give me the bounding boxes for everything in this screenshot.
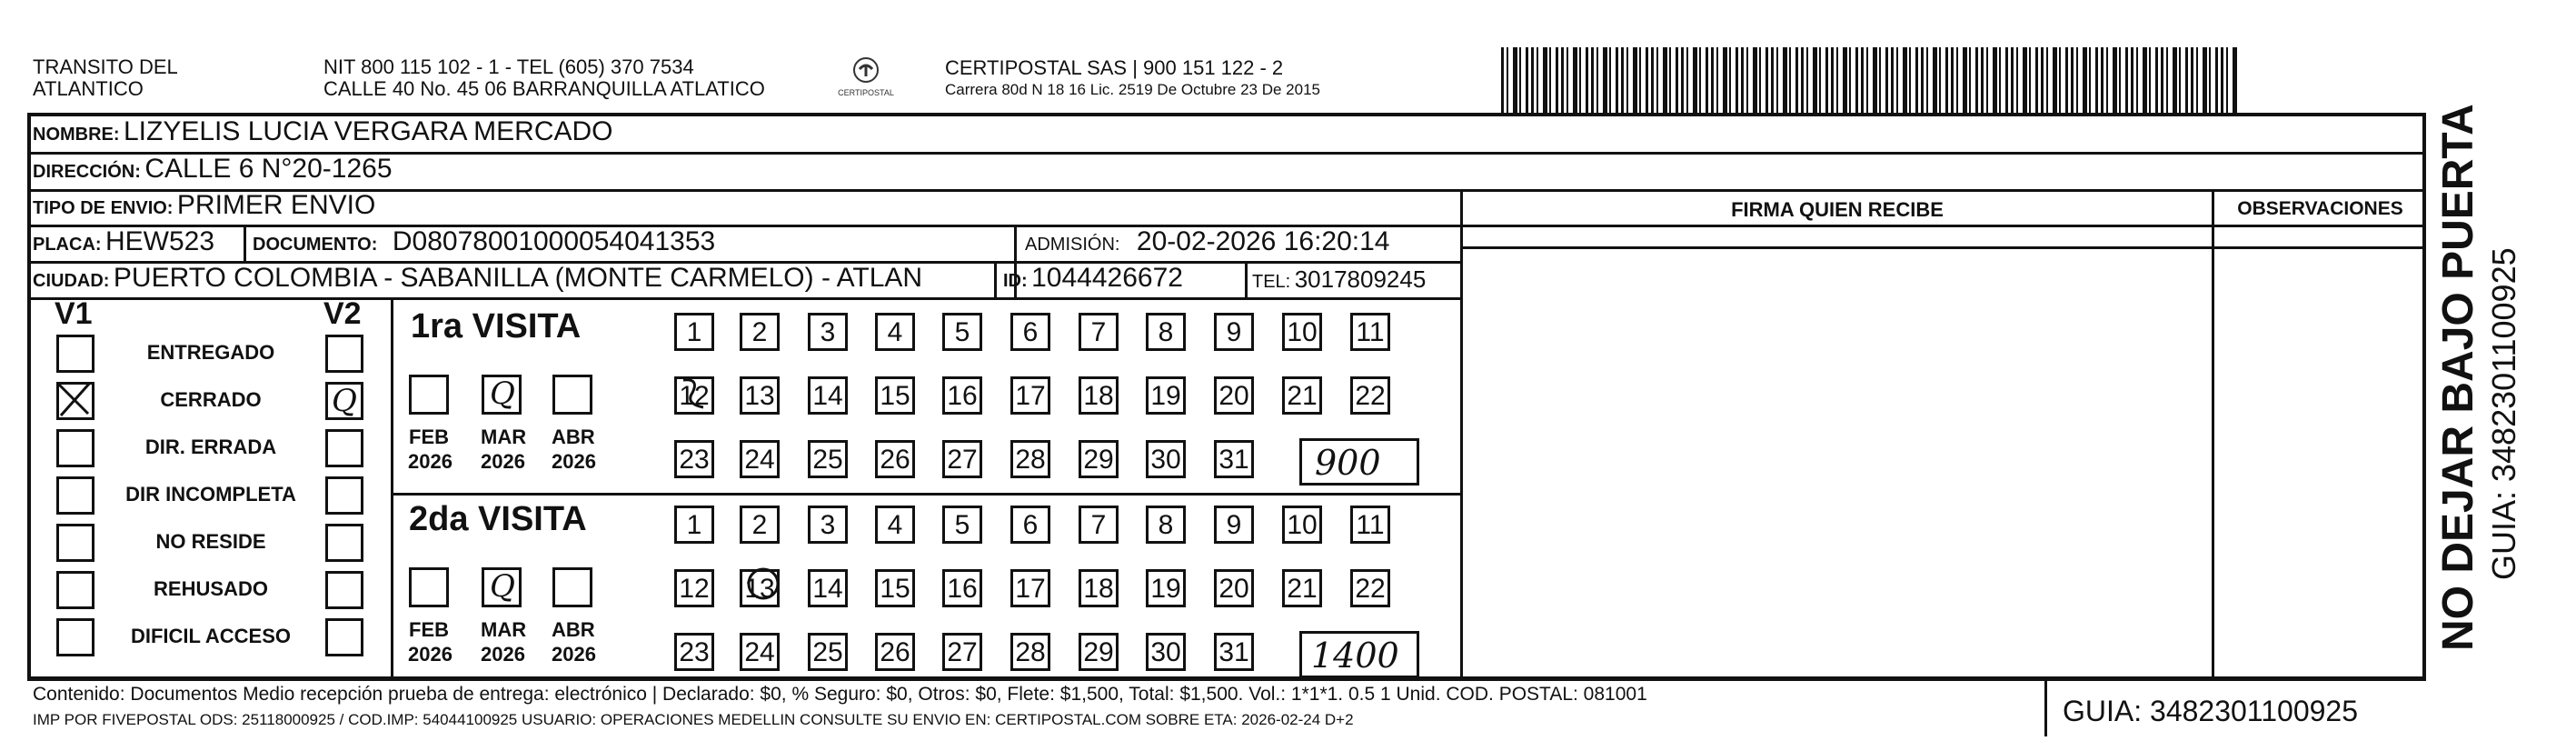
- issuer-nit: NIT 800 115 102 - 1 - TEL (605) 370 7534: [323, 55, 694, 78]
- second-visit-day-11[interactable]: 11: [1350, 506, 1390, 544]
- footer-contenido: Contenido: Documentos Medio recepción prueba de entrega: electrónico | Declarado: $0, % Seguro: $0, Otros: $0, Flete: $1,500, Total: $1,500. Vol.: 1*1*1. 0.5 1 Unid. COD. POSTAL: 081001: [33, 684, 1647, 705]
- first-visit-day-26[interactable]: 26: [875, 440, 915, 478]
- company-address: Carrera 80d N 18 16 Lic. 2519 De Octubre 23 De 2015: [945, 81, 1320, 98]
- row-direccion: [33, 154, 393, 185]
- row-documento: [253, 226, 715, 257]
- first-visit-day-6[interactable]: 6: [1010, 313, 1050, 351]
- observaciones-header: OBSERVACIONES: [2237, 198, 2403, 219]
- second-visit-day-8[interactable]: 8: [1146, 506, 1186, 544]
- first-month-mar: [481, 425, 527, 474]
- first-visit-day-1[interactable]: 1: [674, 313, 714, 351]
- first-visit-day-8[interactable]: 8: [1146, 313, 1186, 351]
- first-visit-title: 1ra VISITA: [411, 307, 582, 345]
- status-dir-incompleta: DIR INCOMPLETA: [125, 483, 296, 506]
- first-visit-day-13[interactable]: 13: [740, 376, 780, 415]
- second-month-feb-label: FEB: [409, 618, 449, 641]
- placa-label: PLACA:: [33, 235, 102, 255]
- first-visit-day-4[interactable]: 4: [875, 313, 915, 351]
- v1-dir-incompleta-checkbox[interactable]: [56, 476, 94, 515]
- second-month-abr-label: ABR: [552, 618, 595, 641]
- nombre-label: NOMBRE:: [33, 125, 120, 145]
- status-dificil-acceso: DIFICIL ACCESO: [130, 625, 291, 647]
- row-admision: [1025, 226, 1389, 257]
- ciudad-value: PUERTO COLOMBIA - SABANILLA (MONTE CARMELO) - ATLAN: [113, 263, 923, 293]
- second-month-mark: Q: [490, 568, 515, 605]
- second-month-feb-year: 2026: [408, 643, 453, 666]
- check-x-icon: [54, 377, 99, 423]
- second-visit-day-12[interactable]: 12: [674, 569, 714, 607]
- second-visit-day-7[interactable]: 7: [1079, 506, 1119, 544]
- first-month-mar-box[interactable]: [482, 375, 522, 415]
- id-label: ID:: [1003, 271, 1028, 291]
- first-visit-day-10[interactable]: 10: [1282, 313, 1322, 351]
- second-visit-day-21[interactable]: 21: [1282, 569, 1322, 607]
- second-visit-day-19[interactable]: 19: [1146, 569, 1186, 607]
- second-month-mar-box[interactable]: [482, 567, 522, 607]
- second-visit-time: 1400: [1311, 636, 1399, 676]
- admision-value: 20-02-2026 16:20:14: [1136, 226, 1390, 256]
- second-visit-day-16[interactable]: 16: [942, 569, 982, 607]
- first-visit-day-23[interactable]: 23: [674, 440, 714, 478]
- second-visit-day-6[interactable]: 6: [1010, 506, 1050, 544]
- second-visit-day-13[interactable]: 13: [740, 569, 780, 607]
- second-visit-title: 2da VISITA: [409, 500, 587, 538]
- company-name: CERTIPOSTAL SAS | 900 151 122 - 2: [945, 56, 1284, 79]
- row-tipo: [33, 190, 375, 221]
- v2-dir-incompleta-checkbox[interactable]: [325, 476, 363, 515]
- second-visit-day-28[interactable]: 28: [1010, 633, 1050, 671]
- row-tel: [1252, 265, 1426, 294]
- second-visit-day-9[interactable]: 9: [1214, 506, 1254, 544]
- v1-no-reside-checkbox[interactable]: [56, 524, 94, 562]
- first-visit-day-27[interactable]: 27: [942, 440, 982, 478]
- second-month-feb: [408, 617, 453, 666]
- first-visit-day-9[interactable]: 9: [1214, 313, 1254, 351]
- status-entregado: ENTREGADO: [146, 341, 275, 364]
- certipostal-logo: [832, 56, 900, 97]
- first-visit-day-17[interactable]: 17: [1010, 376, 1050, 415]
- id-value: 1044426672: [1031, 263, 1183, 293]
- first-month-mark: Q: [490, 376, 515, 412]
- v1-rehusado-checkbox[interactable]: [56, 571, 94, 609]
- first-visit-day-20[interactable]: 20: [1214, 376, 1254, 415]
- first-visit-day-25[interactable]: 25: [808, 440, 848, 478]
- v1-entregado-checkbox[interactable]: [56, 335, 94, 373]
- v2-no-reside-checkbox[interactable]: [325, 524, 363, 562]
- v2-rehusado-checkbox[interactable]: [325, 571, 363, 609]
- second-visit-day-24[interactable]: 24: [740, 633, 780, 671]
- row-id: [1003, 263, 1183, 294]
- second-visit-day-31[interactable]: 31: [1214, 633, 1254, 671]
- obs-divider: [2212, 189, 2214, 678]
- footer-guia: GUIA: 3482301100925: [2063, 695, 2358, 727]
- first-visit-day-28[interactable]: 28: [1010, 440, 1050, 478]
- first-visit-day-14[interactable]: 14: [808, 376, 848, 415]
- placa-value: HEW523: [105, 226, 215, 256]
- firma-header: FIRMA QUIEN RECIBE: [1731, 198, 1944, 221]
- first-visit-day-18[interactable]: 18: [1079, 376, 1119, 415]
- second-visit-day-20[interactable]: 20: [1214, 569, 1254, 607]
- v2-dir-errada-checkbox[interactable]: [325, 429, 363, 467]
- first-visit-day-30[interactable]: 30: [1146, 440, 1186, 478]
- footer-imp: IMP POR FIVEPOSTAL ODS: 25118000925 / COD.IMP: 54044100925 USUARIO: OPERACIONES MEDELLIN CONSULTE SU ENVIO EN: CERTIPOSTAL.COM SOBRE ETA: 2026-02-24 D+2: [33, 711, 1354, 728]
- second-visit-day-30[interactable]: 30: [1146, 633, 1186, 671]
- row-ciudad: [33, 263, 922, 294]
- tipo-value: PRIMER ENVIO: [176, 190, 376, 220]
- status-rehusado: REHUSADO: [154, 577, 268, 600]
- direccion-value: CALLE 6 N°20-1265: [144, 154, 393, 184]
- first-month-abr-label: ABR: [552, 426, 595, 448]
- v1-dificil-acceso-checkbox[interactable]: [56, 618, 94, 656]
- first-visit-day-31[interactable]: 31: [1214, 440, 1254, 478]
- side-warning: NO DEJAR BAJO PUERTA: [2434, 104, 2482, 651]
- second-visit-day-29[interactable]: 29: [1079, 633, 1119, 671]
- first-visit-day-11[interactable]: 11: [1350, 313, 1390, 351]
- first-visit-day-15[interactable]: 15: [875, 376, 915, 415]
- first-visit-time: 900: [1315, 443, 1381, 483]
- issuer-name: [33, 56, 178, 100]
- status-cerrado: CERRADO: [160, 388, 262, 411]
- nombre-value: LIZYELIS LUCIA VERGARA MERCADO: [124, 116, 613, 146]
- second-month-mar-label: MAR: [481, 618, 527, 641]
- first-month-mar-label: MAR: [481, 426, 527, 448]
- direccion-label: DIRECCIÓN:: [33, 162, 141, 182]
- firma-divider: [1460, 189, 1463, 678]
- documento-label: DOCUMENTO:: [253, 235, 378, 255]
- issuer-name-line1: TRANSITO DEL: [33, 55, 178, 78]
- logo-text: CERTIPOSTAL: [838, 88, 894, 97]
- v2-label: V2: [323, 296, 362, 331]
- second-month-mar: [481, 617, 527, 666]
- side-guia: GUIA: 3482301100925: [2485, 247, 2522, 580]
- first-visit-day-5[interactable]: 5: [942, 313, 982, 351]
- second-visit-time-box[interactable]: [1299, 631, 1419, 678]
- issuer-name-line2: ATLANTICO: [33, 77, 144, 100]
- second-visit-day-3[interactable]: 3: [808, 506, 848, 544]
- first-visit-day-12[interactable]: 12: [674, 376, 714, 415]
- v2-entregado-checkbox[interactable]: [325, 335, 363, 373]
- first-visit-day-7[interactable]: 7: [1079, 313, 1119, 351]
- second-visit-day-25[interactable]: 25: [808, 633, 848, 671]
- issuer-info: [323, 56, 765, 100]
- documento-value: D08078001000054041353: [392, 226, 716, 256]
- second-visit-day-22[interactable]: 22: [1350, 569, 1390, 607]
- first-visit-day-3[interactable]: 3: [808, 313, 848, 351]
- tipo-label: TIPO DE ENVIO:: [33, 198, 174, 218]
- issuer-address: CALLE 40 No. 45 06 BARRANQUILLA ATLATICO: [323, 77, 765, 100]
- second-month-abr: [552, 617, 596, 666]
- second-visit-day-5[interactable]: 5: [942, 506, 982, 544]
- first-month-feb-label: FEB: [409, 426, 449, 448]
- second-month-abr-year: 2026: [552, 643, 596, 666]
- row-placa: [33, 226, 214, 257]
- first-visit-day-21[interactable]: 21: [1282, 376, 1322, 415]
- v1-cerrado-checkbox[interactable]: [56, 382, 94, 420]
- admision-label: ADMISIÓN:: [1025, 235, 1120, 255]
- status-no-reside: NO RESIDE: [155, 530, 266, 553]
- first-month-abr-box[interactable]: [552, 375, 592, 415]
- second-visit-day-4[interactable]: 4: [875, 506, 915, 544]
- v2-dificil-acceso-checkbox[interactable]: [325, 618, 363, 656]
- second-month-abr-box[interactable]: [552, 567, 592, 607]
- second-visit-day-26[interactable]: 26: [875, 633, 915, 671]
- second-visit-day-10[interactable]: 10: [1282, 506, 1322, 544]
- tel-value: 3017809245: [1294, 265, 1427, 293]
- v2-cerrado-checkbox[interactable]: [325, 382, 363, 420]
- second-month-feb-box[interactable]: [409, 567, 449, 607]
- status-dir-errada: DIR. ERRADA: [144, 436, 277, 458]
- first-visit-day-22[interactable]: 22: [1350, 376, 1390, 415]
- ciudad-label: CIUDAD:: [33, 271, 110, 291]
- tel-label: TEL:: [1252, 272, 1291, 292]
- first-month-abr: [552, 425, 596, 474]
- first-visit-time-box[interactable]: [1299, 438, 1419, 486]
- first-month-feb-year: 2026: [408, 450, 453, 473]
- second-visit-day-mark: [741, 564, 787, 609]
- second-visit-day-27[interactable]: 27: [942, 633, 982, 671]
- second-visit-day-17[interactable]: 17: [1010, 569, 1050, 607]
- logo-icon: [852, 56, 880, 84]
- row-nombre: [33, 116, 613, 147]
- first-visit-day-mark: [672, 373, 718, 418]
- first-visit-day-24[interactable]: 24: [740, 440, 780, 478]
- v1-label: V1: [55, 296, 93, 331]
- second-visit-day-15[interactable]: 15: [875, 569, 915, 607]
- first-visit-day-16[interactable]: 16: [942, 376, 982, 415]
- second-month-mar-year: 2026: [481, 643, 525, 666]
- first-month-mar-year: 2026: [481, 450, 525, 473]
- company-info: [945, 56, 1320, 100]
- first-month-feb: [408, 425, 453, 474]
- first-month-abr-year: 2026: [552, 450, 596, 473]
- second-visit-day-18[interactable]: 18: [1079, 569, 1119, 607]
- first-month-feb-box[interactable]: [409, 375, 449, 415]
- second-visit-day-1[interactable]: 1: [674, 506, 714, 544]
- second-visit-day-2[interactable]: 2: [740, 506, 780, 544]
- second-visit-day-14[interactable]: 14: [808, 569, 848, 607]
- first-visit-day-2[interactable]: 2: [740, 313, 780, 351]
- first-visit-day-19[interactable]: 19: [1146, 376, 1186, 415]
- second-visit-day-23[interactable]: 23: [674, 633, 714, 671]
- v1-dir-errada-checkbox[interactable]: [56, 429, 94, 467]
- first-visit-day-29[interactable]: 29: [1079, 440, 1119, 478]
- v2-mark: Q: [332, 383, 357, 419]
- barcode: [1501, 47, 2239, 113]
